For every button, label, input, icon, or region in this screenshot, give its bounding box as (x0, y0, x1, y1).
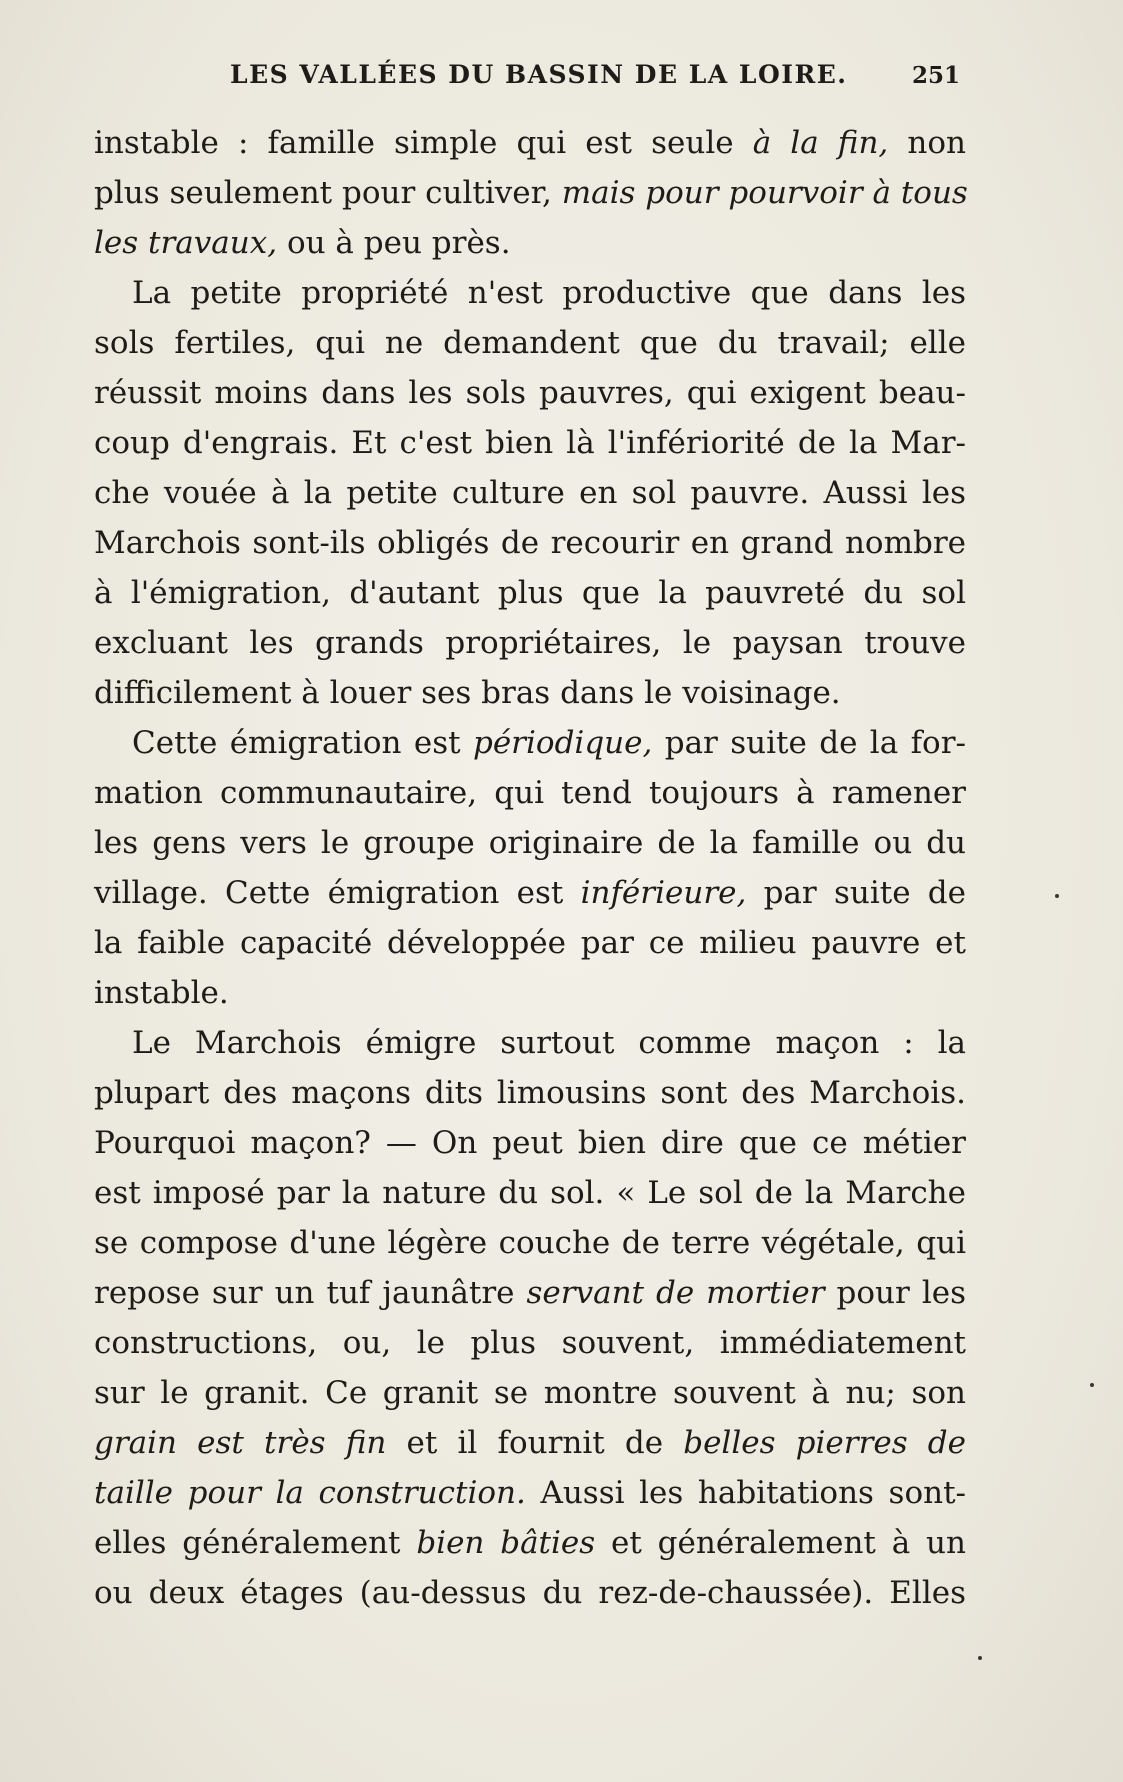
text-line-11: excluant les grands propriétaires, le paysan trouve (94, 625, 966, 661)
text-line-27: grain est très fin et il fournit de belles pierres de (94, 1425, 966, 1461)
text-line-22: est imposé par la nature du sol. « Le sol de la Marche (94, 1175, 966, 1211)
text-line-25: constructions, ou, le plus souvent, immédiatement (94, 1325, 966, 1361)
text-line-29: elles généralement bien bâties et généralement à un (94, 1525, 966, 1561)
running-head (230, 60, 960, 92)
text-line-13: Cette émigration est périodique, par suite de la for- (132, 725, 966, 761)
text-line-2: plus seulement pour cultiver, mais pour pourvoir à tous (94, 175, 968, 211)
text-line-9: Marchois sont-ils obligés de recourir en grand nombre (94, 525, 966, 561)
text-line-18: instable. (94, 975, 229, 1011)
text-line-24: repose sur un tuf jaunâtre servant de mortier pour les (94, 1275, 966, 1311)
print-speck (978, 1656, 982, 1660)
print-speck (1090, 1383, 1094, 1387)
text-line-10: à l'émigration, d'autant plus que la pauvreté du sol (94, 575, 966, 611)
text-line-19: Le Marchois émigre surtout comme maçon : la (132, 1025, 966, 1061)
text-line-17: la faible capacité développée par ce milieu pauvre et (94, 925, 966, 961)
text-line-23: se compose d'une légère couche de terre végétale, qui (94, 1225, 966, 1261)
text-line-6: réussit moins dans les sols pauvres, qui exigent beau- (94, 375, 966, 411)
text-line-16: village. Cette émigration est inférieure, par suite de (94, 875, 966, 911)
text-line-3: les travaux, ou à peu près. (94, 225, 511, 261)
page-number: 251 (911, 62, 960, 89)
text-line-1: instable : famille simple qui est seule à la fin, non (94, 125, 966, 161)
text-line-12: difficilement à louer ses bras dans le voisinage. (94, 675, 841, 711)
print-speck (1055, 894, 1059, 898)
text-line-21: Pourquoi maçon? — On peut bien dire que ce métier (94, 1125, 966, 1161)
text-line-30: ou deux étages (au-dessus du rez-de-chaussée). Elles (94, 1575, 966, 1611)
text-line-7: coup d'engrais. Et c'est bien là l'infériorité de la Mar- (94, 425, 966, 461)
text-line-28: taille pour la construction. Aussi les habitations sont- (94, 1475, 967, 1511)
text-line-8: che vouée à la petite culture en sol pauvre. Aussi les (94, 475, 966, 511)
text-line-5: sols fertiles, qui ne demandent que du travail; elle (94, 325, 966, 361)
body-text (94, 118, 966, 1618)
text-line-26: sur le granit. Ce granit se montre souvent à nu; son (94, 1375, 966, 1411)
running-title: LES VALLÉES DU BASSIN DE LA LOIRE. (230, 60, 848, 89)
text-line-14: mation communautaire, qui tend toujours à ramener (94, 775, 966, 811)
text-line-20: plupart des maçons dits limousins sont des Marchois. (94, 1075, 966, 1111)
text-line-15: les gens vers le groupe originaire de la famille ou du (94, 825, 966, 861)
text-line-4: La petite propriété n'est productive que dans les (132, 275, 966, 311)
